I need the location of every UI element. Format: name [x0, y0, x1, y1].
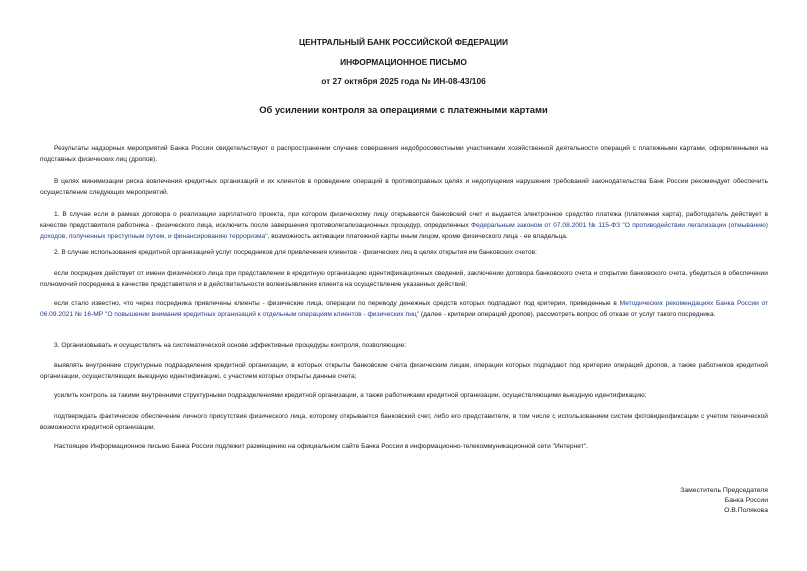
federal-law-link[interactable]: Федеральным законом от 07.08.2001 № 115-ФЗ "О противодействии легализации (отмыванию) доходов, полученных преступным путем, и финансированию терроризма": [40, 221, 768, 240]
paragraph-item-1-text: 1. В случае если в рамках договора о реализации зарплатного проекта, при котором физическому лицу открывается банковский счет и выдается электронное средство платежа (платежная карта), работодатель действует в качестве представителя работника - физического лица, исключить после завершения противолегализационных процедур, определенных: [40, 211, 768, 229]
signatory-name: О.В.Полякова: [724, 507, 768, 514]
paragraph-item-3-bullet-2: усилить контроль за такими внутренними структурными подразделениями кредитной организации, а также работниками кредитной организации, осуществляющими выездную идентификацию;: [54, 392, 647, 399]
paragraph-item-2-bullet-2: [40, 299, 768, 321]
paragraph-item-3-bullet-3: подтверждать фактическое обеспечение личного присутствия физического лица, которому открывается банковский счет, либо его представителя, в том числе с использованием систем фотовидеофиксации с учетом технической возможности кредитной организации.: [40, 413, 768, 431]
paragraph-item-2-bullet-1: если посредник действует от имени физического лица при представлении в кредитную организацию идентификационных сведений, заключении договора банковского счета и открытии банковского счета, убедиться в обеспечении полномочий посредника в качестве представителя и в действительности волеизъявления клиента на осуществление указанных действий;: [40, 270, 768, 288]
document-type: ИНФОРМАЦИОННОЕ ПИСЬМО: [340, 57, 467, 67]
paragraph-item-2-bullet-2-tail: (далее - критерии операций дропов), рассмотреть вопрос об отказе от услуг такого посредника.: [419, 310, 716, 318]
paragraph-publication: Настоящее Информационное письмо Банка России подлежит размещению на официальном сайте Банка России в информационно-телекоммуникационной сети "Интернет".: [54, 443, 588, 450]
paragraph-item-2-bullet-2-text: если стало известно, что через посредника привлечены клиенты - физические лица, операции по переводу денежных средств которых подпадают под критерии, приведенные в: [54, 300, 620, 307]
signatory-organization: Банка России: [724, 497, 768, 504]
paragraph-item-1-tail: , возможность активации платежной карты иным лицом, кроме физического лица - ее владельца.: [267, 232, 568, 240]
document-date-number: от 27 октября 2025 года № ИН-08-43/106: [321, 76, 486, 86]
signatory-position: Заместитель Председателя: [680, 487, 768, 494]
issuer-name: ЦЕНТРАЛЬНЫЙ БАНК РОССИЙСКОЙ ФЕДЕРАЦИИ: [298, 37, 509, 47]
paragraph-item-2: 2. В случае использования кредитной организацией услуг посредников для привлечения клиентов - физических лиц в целях открытия им банковских счетов:: [54, 249, 537, 256]
paragraph-purpose: В целях минимизации риска вовлечения кредитных организаций и их клиентов в проведение операций в противоправных целях и недопущения нарушения требований законодательства Банк России рекомендует обеспечить осуществление следующих мероприятий.: [40, 178, 768, 196]
paragraph-item-3-bullet-1: выявлять внутренние структурные подразделения кредитной организации, в которых открыты банковские счета физическим лицам, операции которых подпадают под критерии операций дропов, а также работников кредитной организации, осуществляющих выездную идентификацию, с участием которых открыты данные счета;: [40, 362, 768, 380]
methodical-recommendations-link[interactable]: Методических рекомендациях Банка России от 06.09.2021 № 16-МР "О повышении внимания кредитных организаций к отдельным операциям клиентов - физических лиц": [40, 300, 768, 318]
paragraph-intro: Результаты надзорных мероприятий Банка России свидетельствуют о распространении случаев совершения недобросовестными участниками хозяйственной деятельности операций с платежными картами, оформленными на подставных физических лиц (дропов).: [40, 145, 768, 163]
document-title: Об усилении контроля за операциями с платежными картами: [259, 104, 548, 115]
paragraph-item-1: [40, 210, 768, 242]
paragraph-item-3: 3. Организовывать и осуществлять на систематической основе эффективные процедуры контроля, позволяющие:: [54, 342, 407, 349]
